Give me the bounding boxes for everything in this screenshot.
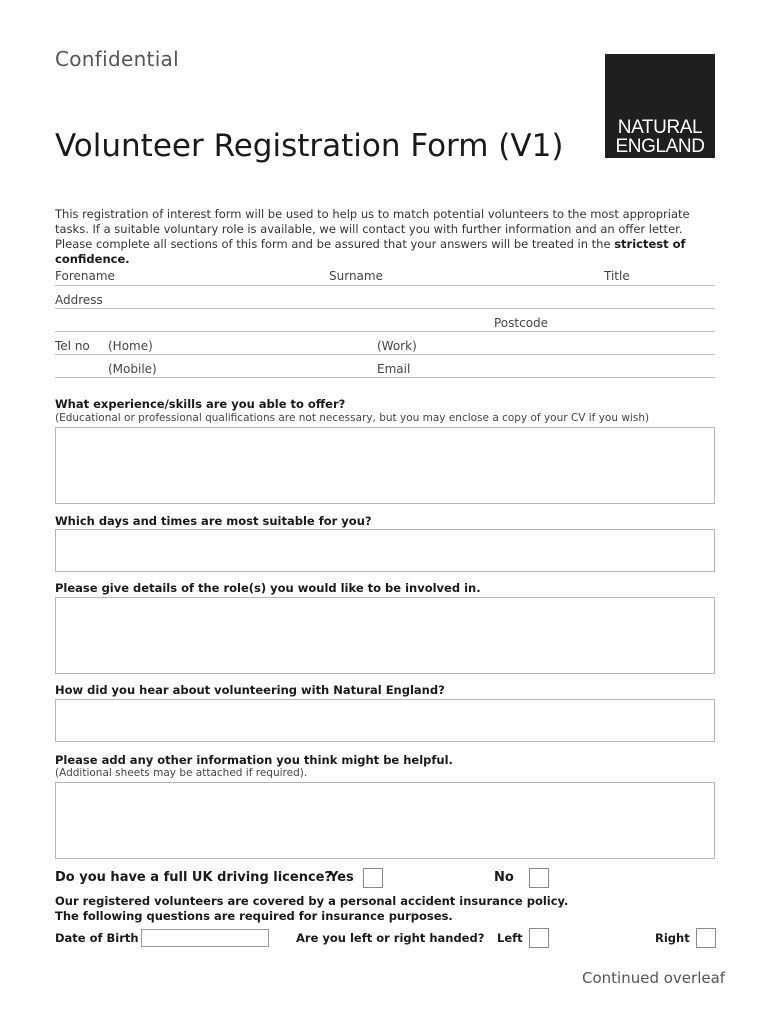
mobile-email-line[interactable]: [55, 377, 715, 378]
phone-line[interactable]: [55, 354, 715, 355]
title-label: Title: [604, 269, 630, 283]
confidential-label: Confidential: [55, 47, 179, 71]
other-info-note: (Additional sheets may be attached if required).: [55, 767, 308, 779]
natural-england-logo: [605, 54, 715, 158]
roles-textarea[interactable]: [55, 597, 715, 674]
handedness-question: Are you left or right handed?: [296, 931, 485, 945]
surname-label: Surname: [329, 269, 383, 283]
driving-yes-label: Yes: [329, 870, 354, 885]
experience-question: What experience/skills are you able to offer?: [55, 397, 346, 411]
intro-text: This registration of interest form will be used to help us to match potential volunteers to the most appropriate tasks. If a suitable voluntary role is available, we will contact you with further information and an offer letter. Please complete all sections of this form and be assured that your answers will be treated in the: [55, 207, 690, 251]
name-line[interactable]: [55, 285, 715, 286]
dob-label: Date of Birth: [55, 931, 139, 945]
address-line-2[interactable]: [55, 331, 715, 332]
intro-paragraph: [55, 207, 720, 267]
page-title: Volunteer Registration Form (V1): [55, 128, 564, 164]
days-times-textarea[interactable]: [55, 529, 715, 572]
other-info-textarea[interactable]: [55, 782, 715, 859]
logo-line-1: NATURAL: [617, 117, 703, 138]
dob-input[interactable]: [141, 929, 269, 947]
left-handed-label: Left: [497, 931, 523, 945]
driving-yes-checkbox[interactable]: [363, 868, 383, 888]
experience-note: (Educational or professional qualifications are not necessary, but you may enclose a copy of your CV if you wish): [55, 412, 650, 424]
work-phone-label: (Work): [377, 339, 417, 353]
roles-question: Please give details of the role(s) you would like to be involved in.: [55, 581, 481, 595]
driving-no-checkbox[interactable]: [529, 868, 549, 888]
left-handed-checkbox[interactable]: [529, 928, 549, 948]
experience-textarea[interactable]: [55, 427, 715, 504]
hear-about-question: How did you hear about volunteering with Natural England?: [55, 683, 445, 697]
driving-licence-question: Do you have a full UK driving licence?: [55, 870, 333, 885]
postcode-label: Postcode: [494, 316, 549, 330]
right-handed-checkbox[interactable]: [696, 928, 716, 948]
address-label: Address: [55, 293, 103, 307]
mobile-phone-label: (Mobile): [108, 362, 157, 376]
insurance-line-1: Our registered volunteers are covered by a personal accident insurance policy.: [55, 894, 569, 908]
tel-no-label: Tel no: [55, 339, 90, 353]
other-info-question: Please add any other information you think might be helpful.: [55, 753, 453, 767]
right-handed-label: Right: [655, 931, 690, 945]
forename-label: Forename: [55, 269, 115, 283]
address-line-1[interactable]: [55, 308, 715, 309]
logo-line-2: ENGLAND: [615, 136, 705, 157]
driving-no-label: No: [494, 870, 514, 885]
email-label: Email: [377, 362, 411, 376]
intro-emphasis: strictest of confidence.: [55, 237, 686, 266]
home-phone-label: (Home): [108, 339, 153, 353]
hear-about-textarea[interactable]: [55, 699, 715, 742]
days-times-question: Which days and times are most suitable for you?: [55, 514, 372, 528]
insurance-line-2: The following questions are required for insurance purposes.: [55, 909, 453, 923]
continued-overleaf: Continued overleaf: [582, 969, 726, 987]
